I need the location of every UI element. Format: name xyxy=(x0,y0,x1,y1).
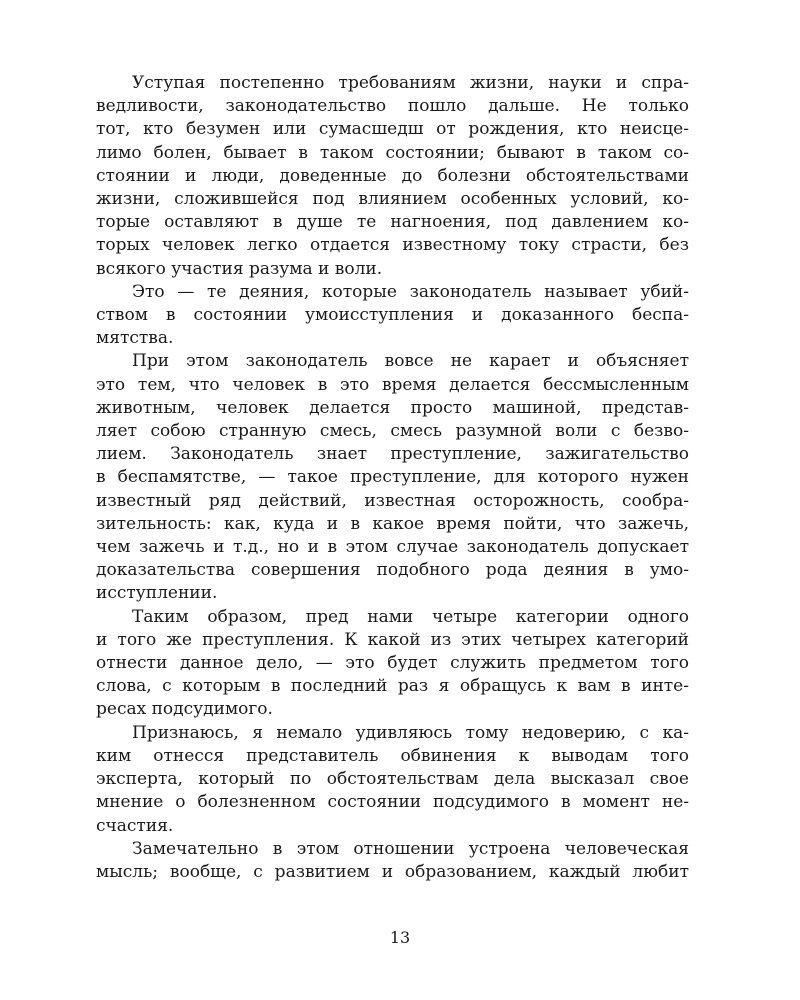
text-line: Таким образом, пред нами четыре категории одного xyxy=(132,606,689,627)
body-text xyxy=(96,72,689,884)
text-line: зительность: как, куда и в какое время пойти, что зажечь, xyxy=(96,513,689,534)
text-line: При этом законодатель вовсе не карает и объясняет xyxy=(132,351,689,372)
page-number: 13 xyxy=(389,928,411,947)
text-line: стоянии и люди, доведенные до болезни обстоятельствами xyxy=(96,165,689,186)
text-line: Уступая постепенно требованиям жизни, науки и спра- xyxy=(132,73,689,93)
text-line: мятства. xyxy=(96,328,174,349)
text-line: в беспамятстве, — такое преступление, для которого нужен xyxy=(96,467,689,488)
text-line: ведливости, законодательство пошло дальше. Не только xyxy=(96,96,689,117)
text-line: ством в состоянии умоисступления и доказанного беспа- xyxy=(96,305,689,326)
text-line: жизни, сложившейся под влиянием особенных условий, ко- xyxy=(96,189,689,210)
text-line: доказательства совершения подобного рода деяния в умо- xyxy=(96,560,689,581)
text-line: это тем, что человек в это время делается бессмысленным xyxy=(96,374,689,395)
text-line: ким отнесся представитель обвинения к выводам того xyxy=(96,745,689,766)
text-line: Замечательно в этом отношении устроена человеческая xyxy=(132,838,689,859)
text-line: мысль; вообще, с развитием и образованием, каждый любит xyxy=(96,861,689,882)
paragraph xyxy=(96,606,689,722)
text-line: известный ряд действий, известная осторожность, сообра- xyxy=(96,490,689,511)
text-line: исступлении. xyxy=(96,583,218,604)
text-line: слова, с которым в последний раз я обращусь к вам в инте- xyxy=(96,676,689,697)
text-line: животным, человек делается просто машиной, представ- xyxy=(96,397,689,418)
paragraph xyxy=(96,722,689,838)
paragraph xyxy=(96,838,689,884)
text-line: торые оставляют в душе те нагноения, под давлением ко- xyxy=(96,212,689,233)
text-line: Признаюсь, я немало удивляюсь тому недоверию, с ка- xyxy=(132,722,689,743)
text-line: лимо болен, бывает в таком состоянии; бывают в таком со- xyxy=(96,142,689,163)
text-line: торых человек легко отдается известному току страсти, без xyxy=(96,235,689,256)
text-line: ляет собою странную смесь, смесь разумной воли с безво- xyxy=(96,421,689,442)
text-line: тот, кто безумен или сумасшедш от рождения, кто неисце- xyxy=(96,119,689,140)
paragraph xyxy=(96,72,689,281)
text-line: счастия. xyxy=(96,815,174,836)
text-line: всякого участия разума и воли. xyxy=(96,258,383,279)
text-line: эксперта, который по обстоятельствам дела высказал свое xyxy=(96,769,689,790)
text-line: Это — те деяния, которые законодатель называет убий- xyxy=(132,281,689,302)
text-line: отнести данное дело, — это будет служить предметом того xyxy=(96,653,689,674)
text-line: и того же преступления. К какой из этих четырех категорий xyxy=(96,629,689,650)
paragraph xyxy=(96,281,689,351)
text-line: лием. Законодатель знает преступление, зажигательство xyxy=(96,444,689,465)
text-line: чем зажечь и т.д., но и в этом случае законодатель допускает xyxy=(96,537,689,558)
text-line: мнение о болезненном состоянии подсудимого в момент не- xyxy=(96,792,689,813)
paragraph xyxy=(96,350,689,605)
text-line: ресах подсудимого. xyxy=(96,699,273,720)
